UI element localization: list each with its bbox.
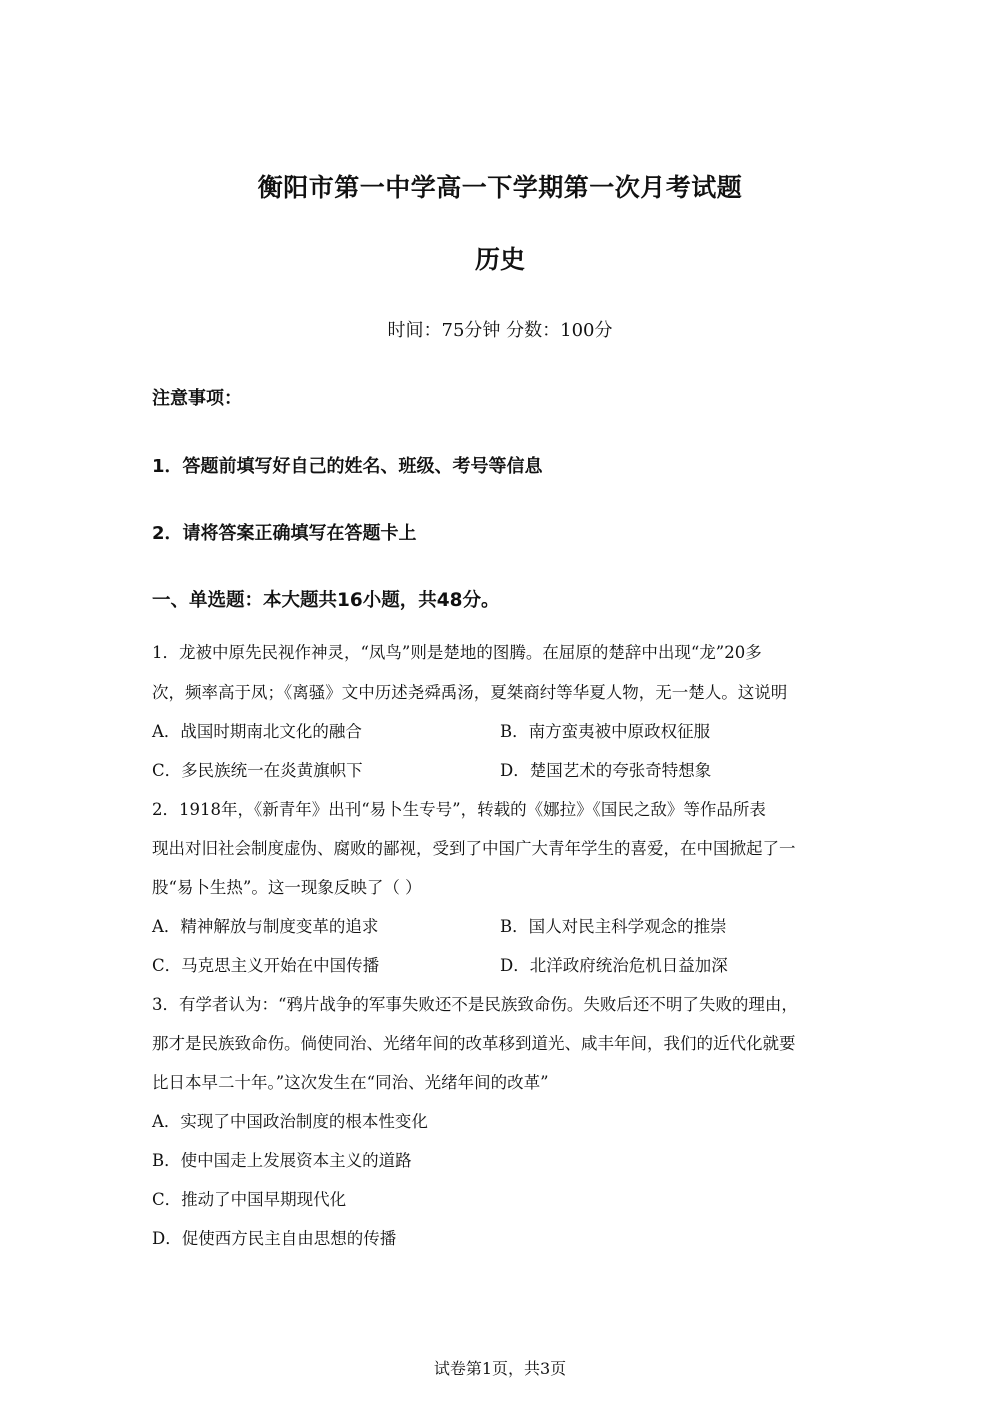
question-2-line: 现出对旧社会制度虚伪、腐败的鄙视，受到了中国广大青年学生的喜爱，在中国掀起了一 [152,839,796,858]
subject-title: 历史 [474,245,525,274]
question-1-line: 1．龙被中原先民视作神灵，“凤鸟”则是楚地的图腾。在屈原的楚辞中出现“龙”20多 [152,643,762,662]
question-1-option-c: C．多民族统一在炎黄旗帜下 [152,761,363,780]
question-3-line: 3．有学者认为：“鸦片战争的军事失败还不是民族致命伤。失败后还不明了失败的理由， [152,995,798,1014]
exam-meta: 时间：75分钟 分数：100分 [387,320,613,341]
question-2-option-a: A．精神解放与制度变革的追求 [152,917,379,936]
page-footer: 试卷第1页，共3页 [433,1359,567,1378]
question-3-line: 比日本早二十年。”这次发生在“同治、光绪年间的改革” [152,1073,549,1092]
question-2-line: 股“易卜生热”。这一现象反映了（ ） [152,878,422,897]
question-3-line: 那才是民族致命伤。倘使同治、光绪年间的改革移到道光、咸丰年间，我们的近代化就要 [152,1034,796,1053]
notice-item: 2．请将答案正确填写在答题卡上 [152,523,417,544]
question-2-option-d: D．北洋政府统治危机日益加深 [500,956,728,975]
question-3-option-b: B．使中国走上发展资本主义的道路 [152,1151,412,1170]
question-3-option-d: D．促使西方民主自由思想的传播 [152,1229,397,1248]
question-1-option-a: A．战国时期南北文化的融合 [152,722,362,741]
notice-heading: 注意事项： [152,388,242,409]
question-1-option-b: B．南方蛮夷被中原政权征服 [500,722,711,741]
question-2-line: 2．1918年，《新青年》出刊“易卜生专号”，转载的《娜拉》《国民之敌》等作品所表 [152,800,766,819]
section-heading: 一、单选题：本大题共16小题，共48分。 [152,590,500,611]
exam-title: 衡阳市第一中学高一下学期第一次月考试题 [257,173,743,202]
question-3-option-c: C．推动了中国早期现代化 [152,1190,347,1209]
question-1-line: 次，频率高于凤；《离骚》文中历述尧舜禹汤，夏桀商纣等华夏人物，无一楚人。这说明 [152,683,788,702]
question-2-option-c: C．马克思主义开始在中国传播 [152,956,380,975]
question-2-option-b: B．国人对民主科学观念的推崇 [500,917,727,936]
question-3-option-a: A．实现了中国政治制度的根本性变化 [152,1112,428,1131]
notice-item: 1．答题前填写好自己的姓名、班级、考号等信息 [152,456,543,477]
question-1-option-d: D．楚国艺术的夸张奇特想象 [500,761,712,780]
